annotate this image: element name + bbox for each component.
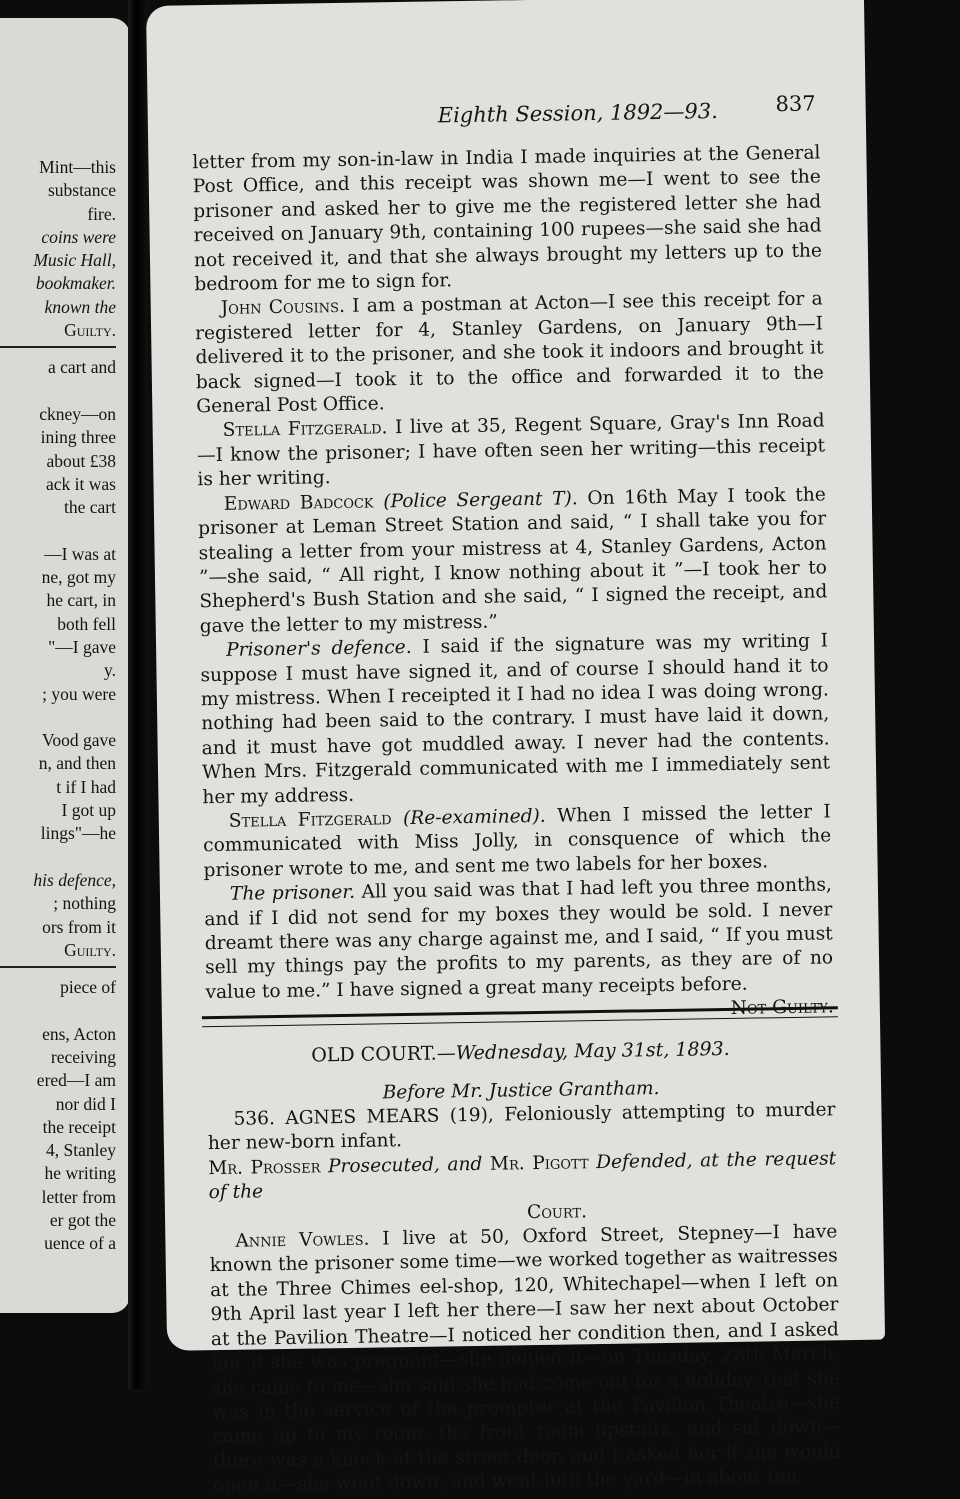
section-label: Prisoner's defence. — [225, 637, 412, 661]
left-line: ack it was — [46, 473, 116, 494]
left-line: known the — [44, 296, 116, 317]
judge-line: Before Mr. Justice Grantham. — [382, 1077, 660, 1104]
left-line: he cart, in — [46, 590, 116, 611]
left-line: t if I had — [56, 776, 116, 797]
left-line: y. — [104, 660, 116, 681]
left-line: ne, got my — [41, 567, 116, 588]
left-line: lings"—he — [40, 823, 116, 844]
left-line: ckney—on — [39, 403, 116, 424]
court-heading — [206, 1036, 834, 1070]
verdict: Not Guilty. — [730, 996, 834, 1020]
testimony: All you said was that I had left you three months, and if I did not send for my boxes they would be sold. I never dreamt there was any charge against me, and I said, “ If you must sell my things pay the profits to my parents, as they are of no value to me.” I have signed a great many receipts before. — [204, 874, 834, 1003]
left-line: about £38 — [46, 450, 116, 471]
left-line: Guilty. — [64, 320, 116, 341]
witness-name: Stella Fitzgerald. — [222, 417, 388, 442]
witness-role: (Police Sergeant T). — [383, 487, 578, 513]
left-line: both fell — [57, 613, 116, 634]
witness-name: Annie Vowles. — [235, 1228, 370, 1252]
left-line: ; nothing — [53, 893, 116, 914]
left-line: I got up — [61, 800, 116, 821]
left-line: ; you were — [42, 683, 116, 704]
counsel-text: Prosecuted, and — [327, 1153, 483, 1178]
paragraph: letter from my son-in-law in India I made inquiries at the General Post Office, and this receipt was shown me—I went to see the prisoner and asked her to give me the registered letter she had received on January 9th, containing 100 rupees—she said she had not received it, and that she always brought my letters up to the bedroom for me to sign for. — [192, 142, 823, 296]
testimony: I live at 35, Regent Square, Gray's Inn Road—I know the prisoner; I have often seen her writing—this receipt is her writing. — [196, 410, 826, 491]
left-line: his defence, — [33, 869, 116, 890]
body-text — [192, 141, 841, 1498]
left-line — [0, 519, 116, 542]
left-rule — [0, 966, 116, 968]
left-line: ining three — [40, 427, 116, 448]
prosecutor: Mr. Prosser — [208, 1156, 321, 1180]
testimony: When I missed the letter I communicated with Miss Jolly, in consquence of which the prisoner wrote to me, and sent me two labels for her boxes. — [203, 801, 832, 881]
left-page-text — [0, 156, 116, 1256]
testimony: I am a postman at Acton—I see this receipt for a registered letter for 4, Stanley Gardens, on January 9th—I delivered it to the prisoner, and she took it indoors and brought it back signed—I took it to the office and forwarded it to the General Post Office. — [194, 288, 825, 418]
left-line: a cart and — [47, 357, 116, 378]
counsel-court: Court. — [526, 1200, 588, 1223]
paragraph — [204, 874, 834, 1020]
witness-name: John Cousins. — [220, 296, 346, 320]
left-page-edge — [0, 18, 130, 1313]
book-gutter — [128, 0, 148, 1389]
court-name: OLD COURT.— — [311, 1042, 456, 1067]
page-number: 837 — [775, 91, 816, 117]
left-line: substance — [47, 180, 116, 201]
paragraph — [197, 410, 826, 493]
paragraph — [198, 483, 828, 639]
left-line — [0, 706, 116, 729]
running-head: Eighth Session, 1892—93. — [437, 99, 719, 128]
section-label: The prisoner. — [229, 882, 356, 905]
left-line: fire. — [87, 203, 116, 224]
left-line: coins were — [41, 226, 116, 247]
left-line: Vood gave — [41, 730, 116, 751]
left-line: "—I gave — [48, 636, 116, 657]
left-line: ors from it — [42, 916, 116, 937]
paragraph — [200, 629, 831, 810]
left-line — [0, 999, 116, 1022]
testimony: I live at 50, Oxford Street, Stepney—I have known the prisoner some time—we worked together as waitresses at the Three Chimes eel-shop, 120, Whitechapel—when I left on 9th April last year I left her there—I saw her next about October at the Pavilion Theatre—I noticed her condition then, and I asked her if she was pregnant—she denied it—on Tuesday, 28th March, she came to me—she said she had come out for a holiday, that she was in the service of the prompter at the Pavilion Theatre—she came up to my room, the front room upstairs, and sat down—there was a knock at the street door, and I asked her if she would open it—she went down, and went into the yard—in about ten — [209, 1221, 841, 1497]
left-line: er got the — [49, 1210, 116, 1231]
witness-name: Edward Badcock — [223, 491, 374, 515]
left-line: —I was at — [44, 543, 116, 564]
page-header — [188, 91, 828, 131]
left-line: the cart — [64, 497, 116, 518]
left-line: uence of a — [44, 1233, 116, 1254]
left-line: Guilty. — [64, 939, 116, 960]
counsel-line — [208, 1147, 837, 1206]
counsel-text: Defended, at the request of the — [208, 1148, 837, 1204]
left-line: 4, Stanley — [46, 1140, 116, 1161]
left-rule — [0, 346, 116, 348]
witness-name: Stella Fitzgerald — [228, 808, 392, 832]
left-line: receiving — [50, 1046, 116, 1067]
left-line: the receipt — [42, 1116, 116, 1137]
left-line: Mint—this — [39, 157, 116, 177]
left-line: bookmaker. — [35, 273, 116, 294]
testimony: On 16th May I took the prisoner at Leman Street Station and said, “ I shall take you for stealing a letter from your mistress at 4, Stanley Gardens, Acton ”—she said, “ All right, I know nothing about it ”—I took her to Shepherd's Bush Station and she said, “ I signed the receipt, and gave the letter to my mistress.” — [198, 484, 828, 637]
left-line — [0, 380, 116, 403]
paragraph — [203, 800, 832, 883]
left-line: piece of — [60, 977, 116, 998]
left-line: letter from — [41, 1186, 116, 1207]
left-line: he writing — [44, 1163, 116, 1184]
left-line: ered—I am — [36, 1070, 116, 1091]
paragraph — [209, 1220, 841, 1498]
witness-role: (Re-examined). — [402, 805, 546, 830]
testimony: I said if the signature was my writing I suppose I must have signed it, and of course I should hand it to my mistress. When I receipted it I had no idea I was doing wrong. nothing had been said to the contrary. I must have laid it down, and it must have got muddled away. I never had the contents. When Mrs. Fitzgerald communicated with me I immediately sent her my address. — [200, 630, 831, 808]
left-line — [0, 846, 116, 869]
left-line: Music Hall, — [33, 250, 116, 271]
left-line: n, and then — [38, 753, 116, 774]
left-line: nor did I — [55, 1093, 116, 1114]
paragraph — [195, 288, 825, 420]
right-page — [146, 0, 885, 1497]
left-line: ens, Acton — [42, 1023, 116, 1044]
court-date: Wednesday, May 31st, 1893. — [455, 1038, 730, 1065]
case-heading: 536. AGNES MEARS (19), Feloniously attempting to murder her new-born infant. — [207, 1099, 836, 1155]
defender: Mr. Pigott — [489, 1152, 589, 1175]
